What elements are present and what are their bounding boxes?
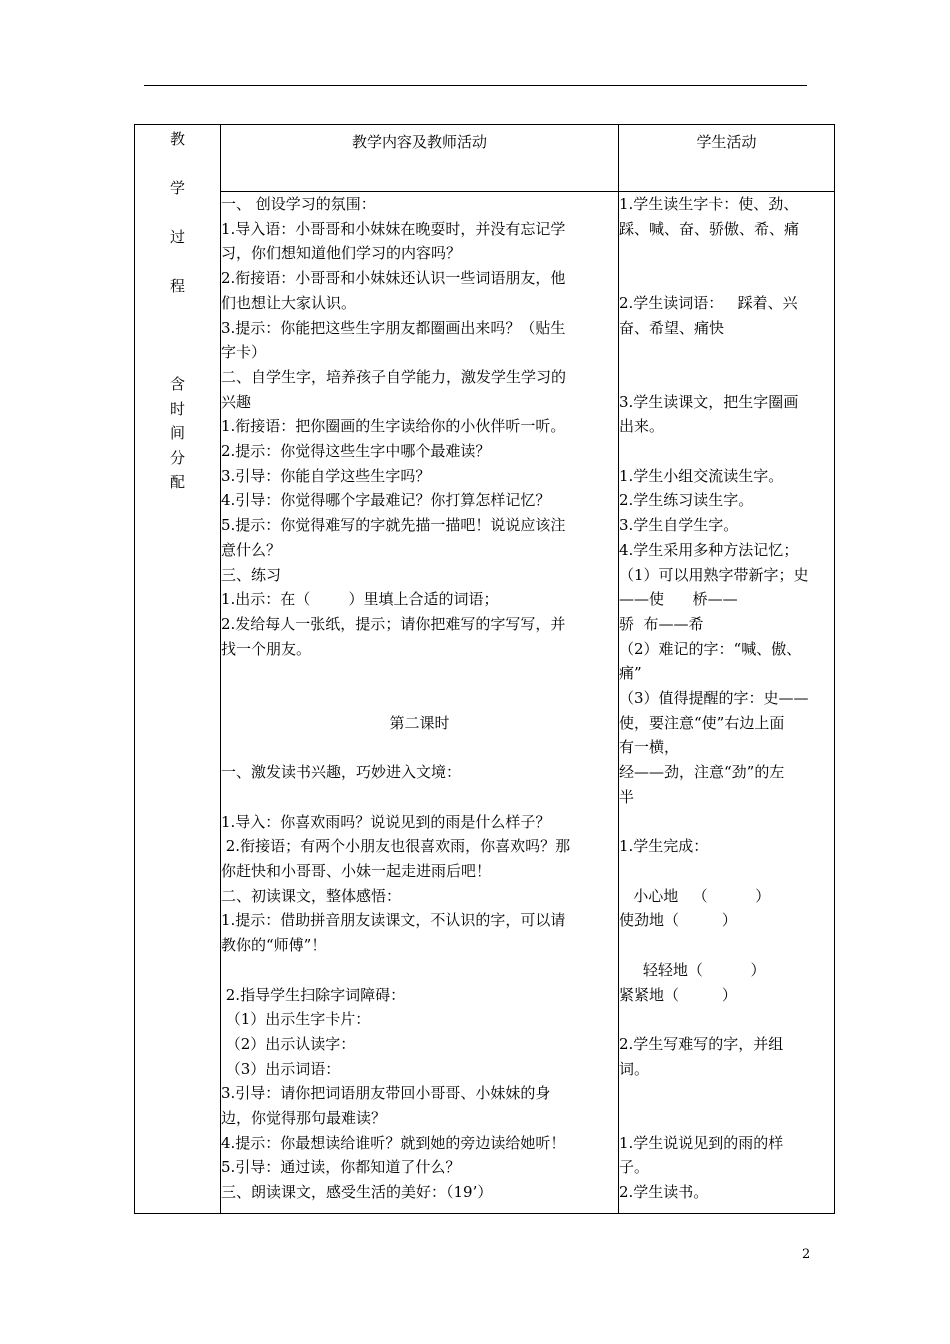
teacher-line: 兴趣 <box>221 392 252 411</box>
teacher-line: 2.衔接语；有两个小朋友也很喜欢雨，你喜欢吗？那 <box>221 837 571 856</box>
teacher-line <box>221 735 618 760</box>
teacher-line: （1）出示生字卡片： <box>221 1010 371 1029</box>
table-header-row <box>135 125 835 192</box>
teacher-line: （3）出示词语： <box>221 1059 341 1078</box>
teacher-line: 找一个朋友。 <box>221 639 312 658</box>
student-line: ——使 桥—— <box>619 590 738 609</box>
teacher-column-header: 教学内容及教师活动 <box>221 125 619 192</box>
side-label-char: 教 <box>169 130 185 148</box>
lesson-plan-table <box>134 124 835 1214</box>
student-line: 2.学生读词语： 踩着、兴 <box>619 293 798 312</box>
student-line <box>619 340 834 365</box>
side-label-char: 学 <box>169 179 185 197</box>
side-label-char: 分 <box>169 448 185 467</box>
student-line: 骄 布——希 <box>619 614 704 633</box>
student-line: 使劲地（ ） <box>619 911 737 930</box>
student-line: 紧紧地（ ） <box>619 985 737 1004</box>
student-line: 小心地 （ ） <box>619 886 771 905</box>
side-label-char <box>135 201 220 226</box>
teacher-line: 5.提示：你觉得难写的字就先描一描吧！说说应该注 <box>221 516 566 535</box>
student-line: 1.学生读生字卡：使、劲、 <box>619 195 799 213</box>
teacher-line: 2.指导学生扫除字词障碍： <box>221 985 406 1004</box>
teacher-line: 们也想让大家认识。 <box>221 293 357 312</box>
teacher-line <box>221 958 618 983</box>
teacher-line <box>221 785 618 810</box>
page-number: 2 <box>802 1247 811 1262</box>
teacher-line: 二、初读课文，整体感悟： <box>221 886 402 905</box>
teacher-line: 你赶快和小哥哥、小妹一起走进雨后吧！ <box>221 861 492 880</box>
teacher-line <box>221 661 618 686</box>
teacher-line: 第二课时 <box>389 713 450 732</box>
student-line <box>619 1081 834 1106</box>
teacher-line: 二、自学生字，培养孩子自学能力，激发学生学习的 <box>221 367 567 386</box>
student-line <box>619 241 834 266</box>
side-label-char: 含 <box>169 375 185 393</box>
side-label-cell <box>135 125 221 1214</box>
teacher-line: 1.出示：在（ ）里填上合适的词语； <box>221 590 499 609</box>
teacher-line: 4.引导：你觉得哪个字最难记？你打算怎样记忆？ <box>221 491 551 510</box>
student-line: 1.学生小组交流读生字。 <box>619 466 784 485</box>
side-label-char <box>135 152 220 177</box>
student-line: 使，要注意“使”右边上面 <box>619 713 785 732</box>
student-line: 踩、喊、奋、骄傲、希、痛 <box>619 219 800 238</box>
student-activity-cell <box>619 192 835 1214</box>
side-label-char <box>135 323 220 348</box>
teacher-line: 1.导入：你喜欢雨吗？说说见到的雨是什么样子？ <box>221 812 551 831</box>
teacher-line: 2.提示：你觉得这些生字中哪个最难读？ <box>221 442 491 461</box>
teacher-line: 教你的“师傅”！ <box>221 936 327 955</box>
student-line: 2.学生读书。 <box>619 1183 709 1202</box>
student-line: 痛” <box>619 664 642 683</box>
student-line <box>619 859 834 884</box>
student-line: 1.学生完成： <box>619 837 709 856</box>
student-line <box>619 266 834 291</box>
teacher-line: 习，你们想知道他们学习的内容吗？ <box>221 244 462 263</box>
student-line: 子。 <box>619 1158 650 1177</box>
teacher-line: 三、朗读课文，感受生活的美好：（19’） <box>221 1183 493 1202</box>
header-rule <box>144 85 807 86</box>
teacher-line: 4.提示：你最想读给谁听？就到她的旁边读给她听！ <box>221 1133 566 1152</box>
teacher-line: 1.导入语：小哥哥和小妹妹在晚耍时，并没有忘记学 <box>221 219 566 238</box>
teacher-line: 三、练习 <box>221 565 282 584</box>
student-line: 有一横， <box>619 738 680 757</box>
student-line: （2）难记的字：“喊、傲、 <box>619 639 802 658</box>
student-line: 2.学生练习读生字。 <box>619 491 754 510</box>
side-label-char: 配 <box>169 473 185 491</box>
teacher-line: 2.衔接语：小哥哥和小妹妹还认识一些词语朋友，他 <box>221 269 566 288</box>
student-line: 轻轻地（ ） <box>619 960 766 979</box>
student-line: 经——劲，注意“劲”的左 <box>619 763 785 782</box>
student-line <box>619 439 834 464</box>
teacher-line: 3.引导：请你把词语朋友带回小哥哥、小妹妹的身 <box>221 1084 551 1103</box>
student-line: 半 <box>619 787 635 806</box>
teacher-line: 1.衔接语：把你圈画的生字读给你的小伙伴听一听。 <box>221 417 566 436</box>
student-line <box>619 365 834 390</box>
student-line: （1）可以用熟字带新字；史 <box>619 565 809 584</box>
side-label-char <box>135 348 220 373</box>
teacher-line: （2）出示认读字： <box>221 1034 356 1053</box>
table-body-row <box>135 192 835 1214</box>
teacher-line: 一、激发读书兴趣，巧妙进入文境： <box>221 763 462 782</box>
student-line: 3.学生自学生字。 <box>619 516 739 535</box>
side-label-char: 过 <box>169 228 185 246</box>
side-label-char: 时 <box>169 399 185 418</box>
student-line: 词。 <box>619 1059 650 1078</box>
student-line <box>619 933 834 958</box>
student-line: 奋、希望、痛快 <box>619 318 725 337</box>
student-line <box>619 810 834 835</box>
student-line: 4.学生采用多种方法记忆； <box>619 540 799 559</box>
student-line: 3.学生读课文，把生字圈画 <box>619 392 799 411</box>
teacher-line: 3.提示：你能把这些生字朋友都圈画出来吗？（贴生 <box>221 318 566 337</box>
student-column-header: 学生活动 <box>619 125 835 192</box>
teacher-line: 意什么？ <box>221 540 282 559</box>
teacher-line: 1.提示：借助拼音朋友读课文，不认识的字，可以请 <box>221 911 566 930</box>
teacher-line: 5.引导：通过读，你都知道了什么？ <box>221 1158 461 1177</box>
side-label-char: 程 <box>169 277 185 295</box>
teacher-line: 边，你觉得那句最难读？ <box>221 1109 387 1128</box>
student-line: 2.学生写难写的字，并组 <box>619 1034 784 1053</box>
student-line <box>619 1007 834 1032</box>
student-line: 出来。 <box>619 417 665 436</box>
side-label-char: 间 <box>169 424 185 442</box>
student-line: 1.学生说说见到的雨的样 <box>619 1133 784 1152</box>
side-label-char <box>135 250 220 275</box>
teacher-line: 一、 创设学习的氛围： <box>221 195 376 213</box>
teacher-line: 3.引导：你能自学这些生字吗？ <box>221 466 431 485</box>
teacher-line: 字卡） <box>221 343 267 362</box>
side-label-char <box>135 299 220 324</box>
teacher-line <box>221 686 618 711</box>
teacher-activity-cell <box>221 192 619 1214</box>
student-line: （3）值得提醒的字：史—— <box>619 689 809 708</box>
teacher-line: 2.发给每人一张纸，提示；请你把难写的字写写，并 <box>221 614 566 633</box>
student-line <box>619 1106 834 1131</box>
